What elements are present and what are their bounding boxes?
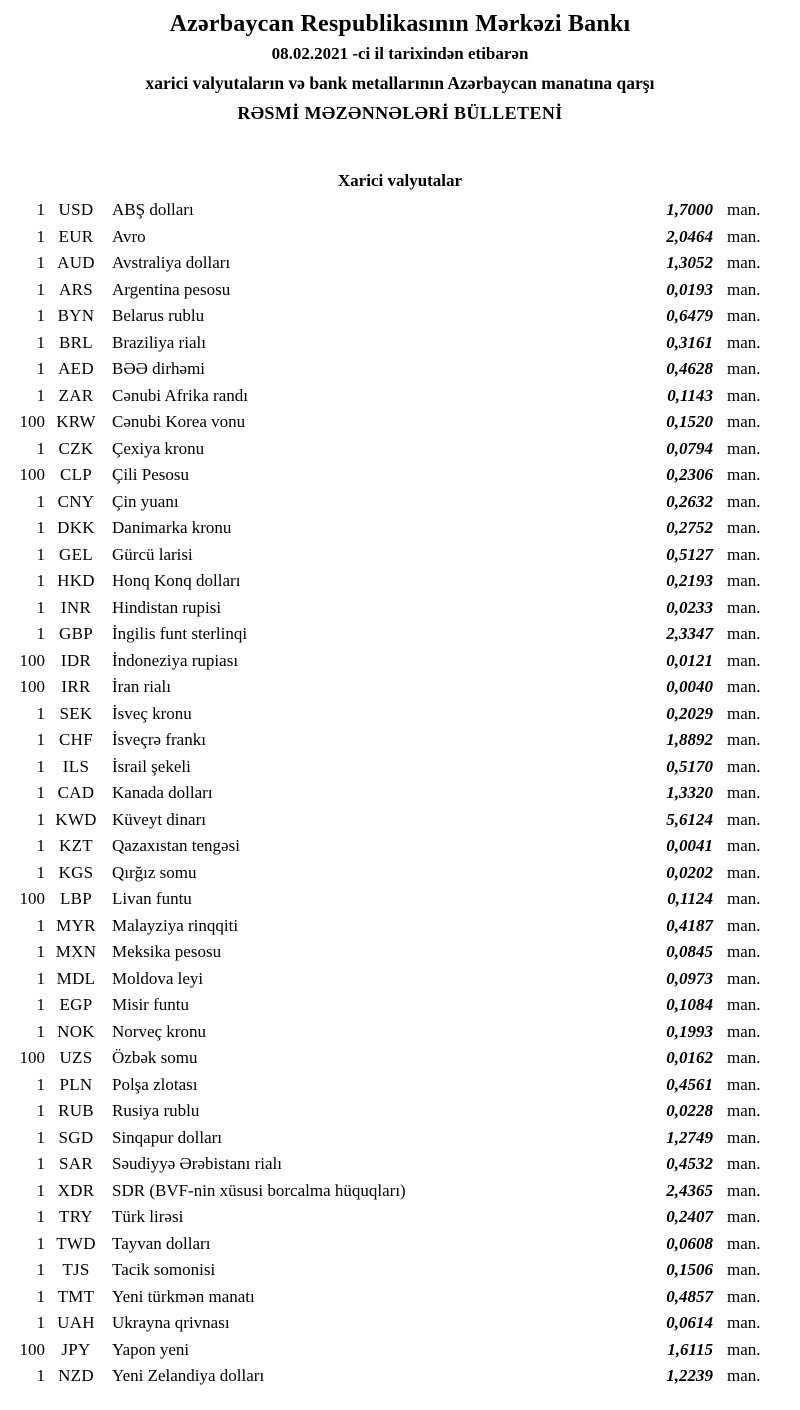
currency-rate: 0,0608 xyxy=(666,1233,713,1253)
currency-name: Çexiya kronu xyxy=(112,438,205,458)
currency-code: AED xyxy=(58,359,94,378)
currency-quantity: 1 xyxy=(36,730,45,749)
currency-name: Gürcü larisi xyxy=(112,544,193,564)
currency-unit: man. xyxy=(727,253,761,272)
currency-name: Kanada dolları xyxy=(112,783,213,802)
currency-quantity: 1 xyxy=(36,703,45,723)
currency-quantity: 1 xyxy=(36,1313,45,1332)
currency-name: Livan funtu xyxy=(112,889,192,908)
table-row xyxy=(0,436,770,463)
currency-code: ILS xyxy=(62,756,90,776)
currency-code: INR xyxy=(60,597,92,617)
currency-name: Hindistan rupisi xyxy=(112,597,222,617)
currency-code: KWD xyxy=(55,809,97,829)
currency-quantity: 1 xyxy=(36,756,45,776)
currency-code: KRW xyxy=(56,412,96,431)
currency-quantity: 1 xyxy=(36,1366,45,1385)
currency-quantity: 1 xyxy=(36,1180,45,1200)
table-row xyxy=(0,727,770,754)
currency-code: IRR xyxy=(61,677,91,696)
currency-rate: 2,4365 xyxy=(666,1180,713,1200)
currency-name: Çili Pesosu xyxy=(112,465,189,484)
currency-quantity: 1 xyxy=(36,1233,45,1253)
effective-date-line: 08.02.2021 -ci il tarixindən etibarən xyxy=(271,44,529,63)
currency-unit: man. xyxy=(727,1286,761,1306)
table-row xyxy=(0,277,770,304)
currency-code: CAD xyxy=(57,783,95,802)
currency-unit: man. xyxy=(727,1154,761,1173)
currency-quantity: 1 xyxy=(36,915,45,935)
currency-unit: man. xyxy=(727,597,761,617)
currency-name: Danimarka kronu xyxy=(112,518,232,537)
currency-code: EUR xyxy=(58,226,94,246)
currency-code: TRY xyxy=(59,1207,93,1226)
table-row xyxy=(0,197,770,224)
table-row xyxy=(0,250,770,277)
currency-name: ABŞ dolları xyxy=(112,200,194,219)
currency-unit: man. xyxy=(727,703,761,723)
currency-name: Belarus rublu xyxy=(112,306,205,325)
table-row xyxy=(0,1257,770,1284)
table-row xyxy=(0,1337,770,1364)
currency-rate: 0,5170 xyxy=(666,756,713,776)
table-row xyxy=(0,1204,770,1231)
currency-unit: man. xyxy=(727,677,761,696)
currency-quantity: 1 xyxy=(36,544,45,564)
currency-rate: 0,4532 xyxy=(666,1154,713,1173)
currency-name: Türk lirəsi xyxy=(112,1207,184,1226)
currency-unit: man. xyxy=(727,1074,761,1094)
currency-code: TJS xyxy=(62,1260,90,1279)
currency-code: AUD xyxy=(57,253,95,272)
currency-rate: 0,0193 xyxy=(666,279,713,299)
currency-unit: man. xyxy=(727,995,761,1014)
currency-code: USD xyxy=(58,200,94,219)
currency-name: Yeni Zelandiya dolları xyxy=(112,1366,265,1385)
currency-code: XDR xyxy=(57,1180,95,1200)
currency-rate: 0,1506 xyxy=(666,1260,713,1279)
table-row xyxy=(0,939,770,966)
currency-code: MYR xyxy=(56,915,96,935)
currency-name: İsveçrə frankı xyxy=(112,730,206,749)
currency-unit: man. xyxy=(727,412,761,431)
table-row xyxy=(0,568,770,595)
currency-code: DKK xyxy=(57,518,95,537)
currency-rate: 1,6115 xyxy=(667,1339,713,1359)
currency-unit: man. xyxy=(727,1048,761,1067)
currency-unit: man. xyxy=(727,783,761,802)
table-row xyxy=(0,515,770,542)
currency-rate: 0,0041 xyxy=(666,836,713,855)
currency-code: MDL xyxy=(56,968,96,988)
currency-name: İngilis funt sterlinqi xyxy=(112,624,248,643)
currency-unit: man. xyxy=(727,518,761,537)
currency-name: Küveyt dinarı xyxy=(112,809,206,829)
currency-rate: 1,3052 xyxy=(666,253,713,272)
currency-quantity: 1 xyxy=(36,253,45,272)
currency-unit: man. xyxy=(727,968,761,988)
currency-code: MXN xyxy=(55,942,97,961)
table-row xyxy=(0,780,770,807)
currency-code: TMT xyxy=(57,1286,95,1306)
currency-code: TWD xyxy=(56,1233,96,1253)
currency-quantity: 100 xyxy=(19,465,45,484)
currency-code: JPY xyxy=(61,1339,91,1359)
table-row xyxy=(0,489,770,516)
currency-unit: man. xyxy=(727,438,761,458)
currency-unit: man. xyxy=(727,809,761,829)
currency-quantity: 1 xyxy=(36,1101,45,1120)
currency-quantity: 1 xyxy=(36,1286,45,1306)
currency-name: Norveç kronu xyxy=(112,1021,206,1041)
currency-unit: man. xyxy=(727,200,761,219)
currency-unit: man. xyxy=(727,650,761,670)
currency-code: NOK xyxy=(57,1021,95,1041)
table-row xyxy=(0,966,770,993)
table-row xyxy=(0,1125,770,1152)
currency-unit: man. xyxy=(727,465,761,484)
currency-quantity: 100 xyxy=(19,677,45,696)
currency-unit: man. xyxy=(727,836,761,855)
currency-name: Cənubi Afrika randı xyxy=(112,385,248,405)
currency-quantity: 1 xyxy=(36,968,45,988)
table-row xyxy=(0,356,770,383)
currency-name: Qazaxıstan tengəsi xyxy=(112,836,240,855)
currency-rate: 0,0162 xyxy=(666,1048,713,1067)
currency-quantity: 1 xyxy=(36,624,45,643)
currency-code: GBP xyxy=(59,624,93,643)
currency-unit: man. xyxy=(727,756,761,776)
currency-rate: 0,0121 xyxy=(666,650,713,670)
currency-name: İndoneziya rupiası xyxy=(112,650,239,670)
currency-quantity: 1 xyxy=(36,332,45,352)
rates-table xyxy=(0,197,800,1390)
currency-name: İran rialı xyxy=(112,677,171,696)
currency-name: Səudiyyə Ərəbistanı rialı xyxy=(112,1154,282,1173)
currency-name: Avro xyxy=(112,226,146,246)
currency-unit: man. xyxy=(727,279,761,299)
section-title-foreign-currencies: Xarici valyutalar xyxy=(337,171,463,190)
currency-rate: 0,4187 xyxy=(666,915,713,935)
currency-name: Yapon yeni xyxy=(112,1339,190,1359)
currency-code: ZAR xyxy=(58,385,94,405)
currency-quantity: 1 xyxy=(36,306,45,325)
table-row xyxy=(0,595,770,622)
currency-unit: man. xyxy=(727,1260,761,1279)
currency-quantity: 1 xyxy=(36,200,45,219)
currency-rate: 0,5127 xyxy=(666,544,713,564)
currency-quantity: 1 xyxy=(36,438,45,458)
currency-rate: 5,6124 xyxy=(666,809,713,829)
currency-unit: man. xyxy=(727,1101,761,1120)
table-row xyxy=(0,807,770,834)
table-row xyxy=(0,1072,770,1099)
currency-name: BƏƏ dirhəmi xyxy=(112,359,206,378)
currency-code: CZK xyxy=(58,438,94,458)
currency-code: SAR xyxy=(59,1154,93,1173)
currency-unit: man. xyxy=(727,1313,761,1332)
currency-code: KZT xyxy=(59,836,93,855)
currency-quantity: 1 xyxy=(36,491,45,511)
currency-code: GEL xyxy=(59,544,93,564)
currency-rate: 0,2752 xyxy=(666,518,713,537)
currency-unit: man. xyxy=(727,306,761,325)
currency-quantity: 100 xyxy=(19,412,45,431)
table-row xyxy=(0,860,770,887)
currency-name: Tacik somonisi xyxy=(112,1260,216,1279)
table-row xyxy=(0,1310,770,1337)
currency-name: Qırğız somu xyxy=(112,862,197,882)
currency-code: KGS xyxy=(58,862,94,882)
currency-code: ARS xyxy=(59,279,93,299)
currency-unit: man. xyxy=(727,332,761,352)
currency-rate: 0,0040 xyxy=(666,677,713,696)
currency-code: HKD xyxy=(57,571,95,590)
currency-rate: 0,0973 xyxy=(666,968,713,988)
table-row xyxy=(0,674,770,701)
currency-name: Braziliya rialı xyxy=(112,332,206,352)
currency-quantity: 1 xyxy=(36,995,45,1014)
table-row xyxy=(0,303,770,330)
table-row xyxy=(0,1284,770,1311)
currency-unit: man. xyxy=(727,1180,761,1200)
currency-name: Çin yuanı xyxy=(112,491,179,511)
currency-name: İsveç kronu xyxy=(112,703,192,723)
table-row xyxy=(0,913,770,940)
currency-rate: 0,2407 xyxy=(666,1207,713,1226)
currency-rate: 0,4561 xyxy=(666,1074,713,1094)
currency-name: Malayziya rinqqiti xyxy=(112,915,239,935)
table-row xyxy=(0,542,770,569)
currency-rate: 0,1993 xyxy=(666,1021,713,1041)
currency-rate: 0,1143 xyxy=(667,385,713,405)
currency-code: NZD xyxy=(58,1366,94,1385)
currency-code: BRL xyxy=(59,332,93,352)
table-row xyxy=(0,992,770,1019)
currency-name: Tayvan dolları xyxy=(112,1233,211,1253)
currency-rate: 0,4628 xyxy=(666,359,713,378)
currency-rate: 0,0845 xyxy=(666,942,713,961)
currency-quantity: 1 xyxy=(36,385,45,405)
currency-quantity: 1 xyxy=(36,862,45,882)
currency-rate: 0,0794 xyxy=(666,438,713,458)
currency-name: Avstraliya dolları xyxy=(112,253,231,272)
currency-quantity: 1 xyxy=(36,1207,45,1226)
currency-name: Meksika pesosu xyxy=(112,942,222,961)
currency-code: SGD xyxy=(58,1127,94,1147)
currency-rate: 0,0202 xyxy=(666,862,713,882)
currency-name: İsrail şekeli xyxy=(112,756,191,776)
currency-rate: 1,2239 xyxy=(666,1366,713,1385)
currency-quantity: 1 xyxy=(36,597,45,617)
currency-code: PLN xyxy=(59,1074,93,1094)
currency-unit: man. xyxy=(727,915,761,935)
table-row xyxy=(0,1151,770,1178)
currency-unit: man. xyxy=(727,385,761,405)
currency-code: RUB xyxy=(58,1101,94,1120)
currency-name: Misir funtu xyxy=(112,995,189,1014)
currency-name: Rusiya rublu xyxy=(112,1101,200,1120)
currency-rate: 2,0464 xyxy=(666,226,713,246)
currency-unit: man. xyxy=(727,1127,761,1147)
currency-name: Ukrayna qrivnası xyxy=(112,1313,230,1332)
currency-code: EGP xyxy=(59,995,93,1014)
currency-quantity: 100 xyxy=(19,889,45,908)
currency-name: Moldova leyi xyxy=(112,968,204,988)
currency-quantity: 1 xyxy=(36,942,45,961)
currency-unit: man. xyxy=(727,624,761,643)
currency-rate: 0,0228 xyxy=(666,1101,713,1120)
table-row xyxy=(0,1363,770,1390)
currency-name: Sinqapur dolları xyxy=(112,1127,223,1147)
currency-quantity: 1 xyxy=(36,1021,45,1041)
currency-quantity: 1 xyxy=(36,809,45,829)
currency-name: Özbək somu xyxy=(112,1048,198,1067)
currency-name: Polşa zlotası xyxy=(112,1074,198,1094)
bank-name-title: Azərbaycan Respublikasının Mərkəzi Bankı xyxy=(169,11,631,37)
currency-quantity: 1 xyxy=(36,518,45,537)
currency-quantity: 100 xyxy=(19,1339,45,1359)
table-row xyxy=(0,621,770,648)
currency-rate: 1,3320 xyxy=(666,783,713,802)
currency-rate: 1,7000 xyxy=(666,200,713,219)
currency-quantity: 1 xyxy=(36,1260,45,1279)
table-row xyxy=(0,409,770,436)
currency-code: CNY xyxy=(57,491,95,511)
currency-rate: 2,3347 xyxy=(666,624,713,643)
bulletin-header xyxy=(0,8,800,128)
currency-unit: man. xyxy=(727,571,761,590)
currency-rate: 0,2632 xyxy=(666,491,713,511)
currency-quantity: 100 xyxy=(19,1048,45,1067)
currency-quantity: 1 xyxy=(36,1127,45,1147)
currency-rate: 0,1520 xyxy=(666,412,713,431)
currency-rate: 0,0233 xyxy=(666,597,713,617)
currency-rate: 0,1124 xyxy=(667,889,713,908)
currency-rate: 1,2749 xyxy=(666,1127,713,1147)
table-row xyxy=(0,648,770,675)
currency-unit: man. xyxy=(727,1366,761,1385)
currency-code: UZS xyxy=(59,1048,93,1067)
currency-unit: man. xyxy=(727,1233,761,1253)
table-row xyxy=(0,330,770,357)
currency-name: Honq Konq dolları xyxy=(112,571,241,590)
currency-rate: 0,2306 xyxy=(666,465,713,484)
currency-quantity: 1 xyxy=(36,359,45,378)
table-row xyxy=(0,701,770,728)
currency-rate: 0,0614 xyxy=(666,1313,713,1332)
currency-quantity: 1 xyxy=(36,1154,45,1173)
currency-unit: man. xyxy=(727,359,761,378)
table-row xyxy=(0,1098,770,1125)
currency-rate: 0,3161 xyxy=(666,332,713,352)
currency-unit: man. xyxy=(727,491,761,511)
currency-name: SDR (BVF-nin xüsusi borcalma hüquqları) xyxy=(112,1180,406,1200)
currency-rate: 0,2029 xyxy=(666,703,713,723)
currency-rate: 0,2193 xyxy=(666,571,713,590)
currency-rate: 1,8892 xyxy=(666,730,713,749)
currency-quantity: 1 xyxy=(36,783,45,802)
table-row xyxy=(0,1045,770,1072)
currency-unit: man. xyxy=(727,226,761,246)
currency-unit: man. xyxy=(727,862,761,882)
currency-code: CLP xyxy=(59,465,93,484)
table-row xyxy=(0,224,770,251)
currency-quantity: 1 xyxy=(36,836,45,855)
currency-rate: 0,1084 xyxy=(666,995,713,1014)
currency-unit: man. xyxy=(727,942,761,961)
currency-code: CHF xyxy=(59,730,93,749)
currency-code: SEK xyxy=(59,703,93,723)
table-row xyxy=(0,886,770,913)
currency-code: UAH xyxy=(57,1313,95,1332)
table-row xyxy=(0,1178,770,1205)
currency-unit: man. xyxy=(727,1339,761,1359)
table-row xyxy=(0,1019,770,1046)
table-row xyxy=(0,462,770,489)
bulletin-page xyxy=(0,8,800,1410)
currency-rate: 0,4857 xyxy=(666,1286,713,1306)
currency-unit: man. xyxy=(727,544,761,564)
table-row xyxy=(0,833,770,860)
currency-unit: man. xyxy=(727,889,761,908)
currency-quantity: 1 xyxy=(36,226,45,246)
currency-unit: man. xyxy=(727,1021,761,1041)
table-row xyxy=(0,754,770,781)
currency-name: Argentina pesosu xyxy=(112,279,231,299)
bulletin-title: RƏSMİ MƏZƏNNƏLƏRİ BÜLLETENİ xyxy=(237,103,563,123)
currency-code: LBP xyxy=(59,889,93,908)
currency-quantity: 100 xyxy=(19,650,45,670)
currency-unit: man. xyxy=(727,730,761,749)
currency-name: Cənubi Korea vonu xyxy=(112,412,246,431)
currency-rate: 0,6479 xyxy=(666,306,713,325)
currency-code: BYN xyxy=(57,306,95,325)
currency-unit: man. xyxy=(727,1207,761,1226)
currency-quantity: 1 xyxy=(36,1074,45,1094)
currency-quantity: 1 xyxy=(36,279,45,299)
table-row xyxy=(0,383,770,410)
table-row xyxy=(0,1231,770,1258)
currency-name: Yeni türkmən manatı xyxy=(112,1286,255,1306)
currency-code: IDR xyxy=(60,650,92,670)
bulletin-subtitle: xarici valyutaların və bank metallarının Azərbaycan manatına qarşı xyxy=(145,73,655,93)
currency-quantity: 1 xyxy=(36,571,45,590)
